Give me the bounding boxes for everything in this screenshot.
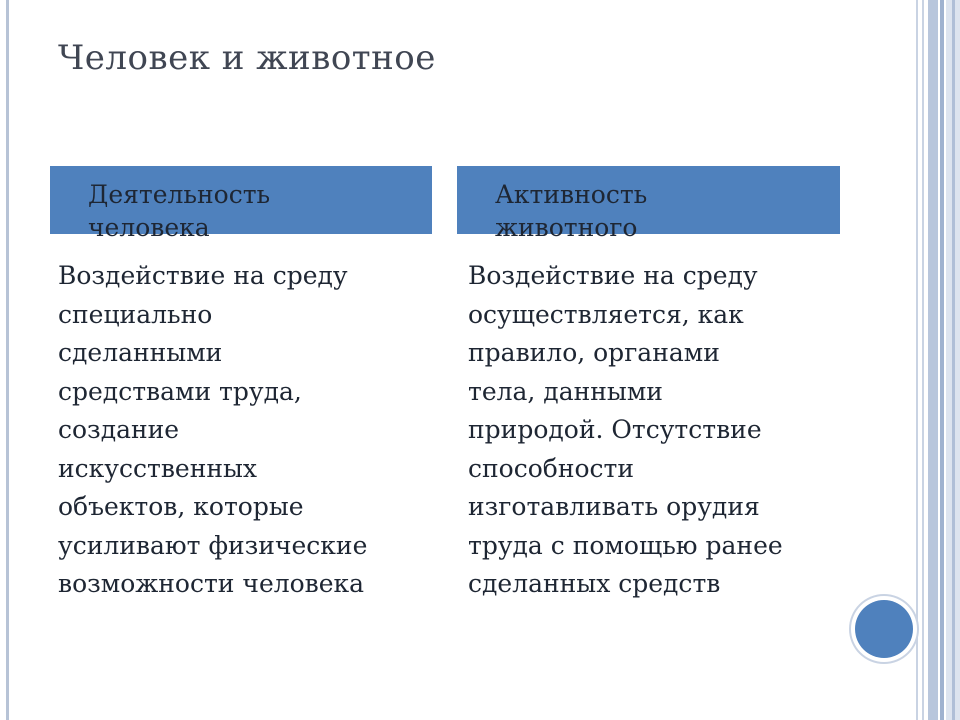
column-header-text xyxy=(495,178,647,244)
left-border-decoration xyxy=(6,0,9,720)
column-body-animal: Воздействие на среду осуществляется, как правило, органами тела, данными природой. Отсутствие способности изготавливать орудия труда с помощью ранее сделанных средств xyxy=(468,261,783,598)
stripe xyxy=(940,0,944,720)
header-line: Активность xyxy=(495,180,648,209)
stripe xyxy=(916,0,918,720)
stripe xyxy=(928,0,938,720)
stripe xyxy=(952,0,955,720)
right-stripes-decoration xyxy=(916,0,960,720)
slide-title: Человек и животное xyxy=(58,38,436,78)
column-header-human xyxy=(50,166,432,242)
navigation-circle-button[interactable] xyxy=(855,600,913,658)
column-header-animal xyxy=(457,166,840,242)
header-line: Деятельность xyxy=(88,180,271,209)
column-body-human: Воздействие на среду специально сделанными средствами труда, создание искусственных объектов, которые усиливают физические возможности человека xyxy=(58,261,368,598)
header-line: человека xyxy=(88,213,210,242)
column-header-text xyxy=(88,178,270,244)
stripe xyxy=(922,0,924,720)
header-line: животного xyxy=(495,213,638,242)
